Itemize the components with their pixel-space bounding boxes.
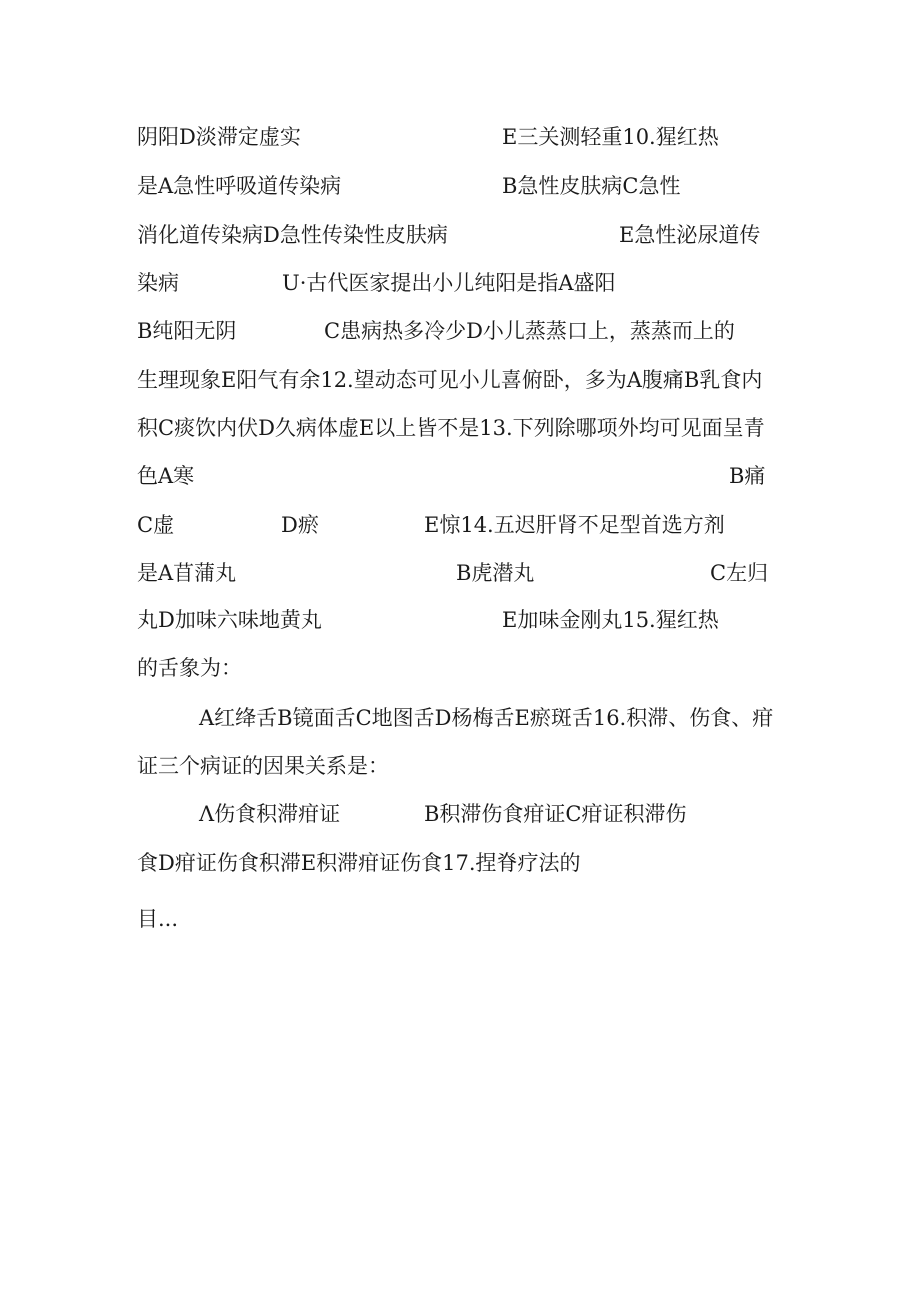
text-segment: B积滞伤食疳证C疳证积滞伤 xyxy=(424,802,687,826)
text-segment: D瘀 xyxy=(281,513,319,537)
text-segment: E急性泌尿道传 xyxy=(619,223,761,247)
text-segment: C左归 xyxy=(710,561,769,585)
text-segment: 生理现象E阳气有余12.望动态可见小儿喜俯卧，多为A腹痛B乳食内 xyxy=(137,368,763,392)
text-segment: U·古代医家提出小儿纯阳是指A盛阳 xyxy=(282,271,616,295)
text-segment: 消化道传染病D急性传染性皮肤病 xyxy=(137,223,448,247)
text-segment: C虚 xyxy=(137,513,175,537)
text-segment: 是A急性呼吸道传染病 xyxy=(137,174,342,198)
text-segment: 阴阳D淡滞定虚实 xyxy=(137,125,301,149)
text-segment: A红绛舌B镜面舌C地图舌D杨梅舌E瘀斑舌16.积滞、伤食、疳 xyxy=(199,706,774,730)
text-segment: 是A苜蒲丸 xyxy=(137,561,237,585)
text-segment: 丸D加味六味地黄丸 xyxy=(137,608,322,632)
text-segment: 积C痰饮内伏D久病体虚E以上皆不是13.下列除哪项外均可见面呈青 xyxy=(137,416,765,440)
text-segment: B虎潜丸 xyxy=(456,561,535,585)
text-segment: B纯阳无阴 xyxy=(137,319,237,343)
text-segment: 色A寒 xyxy=(137,464,195,488)
text-segment: 食D疳证伤食积滞E积滞疳证伤食17.捏脊疗法的 xyxy=(137,851,581,875)
text-segment: E惊14.五迟肝肾不足型首选方剂 xyxy=(424,513,725,537)
text-segment: B急性皮肤病C急性 xyxy=(502,174,681,198)
text-segment: B痛 xyxy=(729,464,766,488)
text-segment: E三关测轻重10.猩红热 xyxy=(502,125,719,149)
text-segment: E加味金刚丸15.猩红热 xyxy=(502,608,719,632)
text-segment: 目... xyxy=(137,907,179,931)
text-segment: 证三个病证的因果关系是： xyxy=(137,754,389,778)
text-segment: C患病热多冷少D小儿蒸蒸口上，蒸蒸而上的 xyxy=(324,319,735,343)
text-segment: 的舌象为： xyxy=(137,656,242,680)
text-segment: 染病 xyxy=(137,271,179,295)
text-segment: Λ伤食积滞疳证 xyxy=(199,802,341,826)
